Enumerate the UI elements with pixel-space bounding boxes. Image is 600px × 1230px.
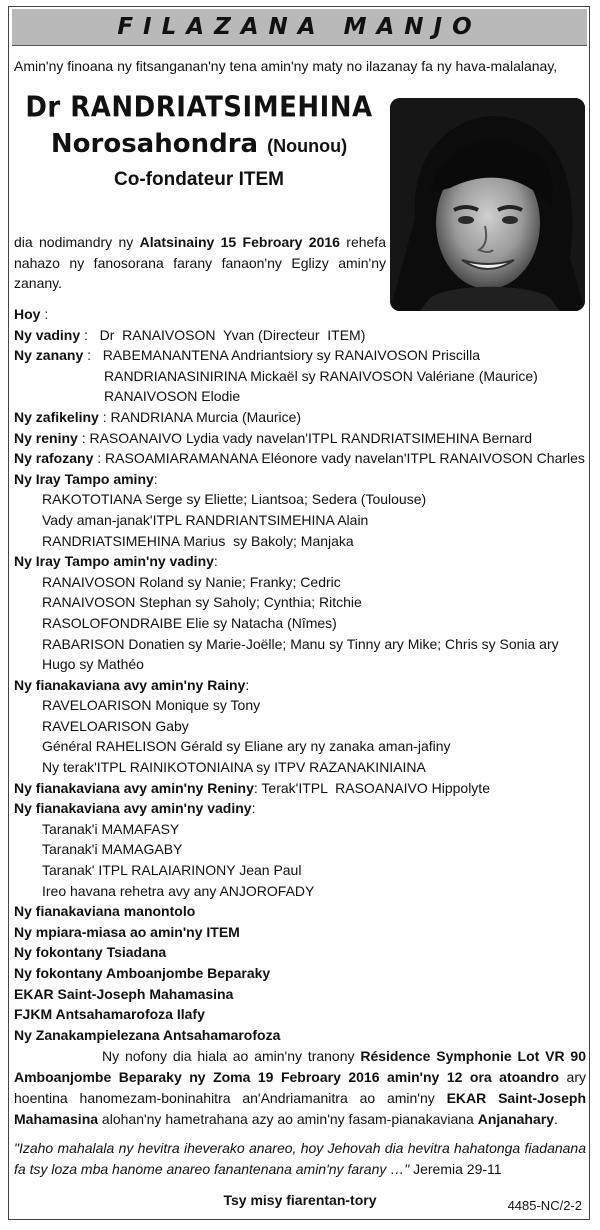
family-row xyxy=(14,757,586,778)
family-row xyxy=(14,592,586,613)
family-row xyxy=(14,366,586,387)
family-row-text: RAVELOARISON Gaby xyxy=(42,717,189,734)
banner-title: FILAZANA MANJO xyxy=(117,14,482,40)
family-row xyxy=(14,716,586,737)
family-row-text: : xyxy=(40,306,49,322)
family-row xyxy=(14,984,586,1005)
family-row xyxy=(14,736,586,757)
family-row-text: RANAIVOSON Roland sy Nanie; Franky; Cedric xyxy=(42,573,341,590)
family-row-text: Vady aman-janak'ITPL RANDRIANTSIMEHINA Alain xyxy=(42,511,369,528)
family-row-text: RAKOTOTIANA Serge sy Eliette; Liantsoa; Sedera (Toulouse) xyxy=(42,491,427,508)
family-row-text: RABARISON Donatien sy Marie-Joëlle; Manu sy Tinny ary Mike; Chris sy Sonia ary xyxy=(42,635,559,652)
family-row-text: Taranak'i MAMAGABY xyxy=(42,841,183,858)
family-row xyxy=(14,386,586,407)
family-row-text: : RASOAMIARAMANANA Eléonore vady navelan'ITPL RANAIVOSON Charles xyxy=(93,450,585,467)
death-text-post: rehefa nahazo ny fanosorana farany fanaon'ny Eglizy amin'ny zanany. xyxy=(14,234,386,291)
family-row-label: EKAR Saint-Joseph Mahamasina xyxy=(14,985,234,1002)
family-row xyxy=(14,778,586,799)
family-row-text: : xyxy=(213,553,218,570)
deceased-role: Co-fondateur ITEM xyxy=(114,169,284,190)
death-text-pre: dia nodimandry ny xyxy=(14,234,140,250)
family-row-label: Ny fokontany Amboanjombe Beparaky xyxy=(14,965,271,981)
family-row xyxy=(14,839,586,860)
family-row-text: RANDRIANASINIRINA Mickaël sy RANAIVOSON Valériane (Maurice) xyxy=(104,367,538,384)
bible-quote xyxy=(14,1138,586,1180)
family-row-text: : xyxy=(153,470,158,487)
funeral-church: EKAR Saint-Joseph Mahamasina xyxy=(14,1090,586,1127)
family-row xyxy=(14,963,586,984)
quote-text: "Izaho mahalala ny hevitra iheverako anareo, hoy Jehovah dia hevitra hahatonga fiadanana fa tsy loza mba hanome anareo fanantenana amin'ny farany …" xyxy=(14,1140,586,1177)
family-row-text: : xyxy=(251,800,256,817)
family-row xyxy=(14,407,586,428)
funeral-text-3: alohan'ny hametrahana azy ao amin'ny fasam-pianakaviana xyxy=(98,1111,478,1127)
family-row xyxy=(14,613,586,634)
deceased-name-line2 xyxy=(14,126,384,164)
family-row-label: Ny rafozany xyxy=(14,450,94,467)
family-row xyxy=(14,345,586,366)
family-row xyxy=(14,922,586,943)
family-row-label: Ny vadiny xyxy=(14,326,81,343)
family-row xyxy=(14,1004,586,1025)
family-row-text: RANAIVOSON Stephan sy Saholy; Cynthia; Ritchie xyxy=(42,594,362,611)
family-row-label: Ny fokontany Tsiadana xyxy=(14,944,167,961)
funeral-details xyxy=(14,1046,586,1130)
family-row xyxy=(14,675,586,696)
family-row-label: Ny reniny xyxy=(14,429,78,446)
portrait-photo xyxy=(390,98,585,311)
family-row xyxy=(14,304,586,325)
funeral-text-2: ary hoentina hanomezam-boninahitra an'Andriamanitra ao amin'ny xyxy=(14,1069,586,1106)
footer xyxy=(14,1190,586,1212)
footer-reference-code: 4485-NC/2-2 xyxy=(507,1198,582,1213)
death-announcement xyxy=(14,232,386,294)
family-row-label: Ny fianakaviana avy amin'ny Reniny xyxy=(14,779,254,796)
family-row-text: : xyxy=(245,676,250,693)
family-row-label: FJKM Antsahamarofoza Ilafy xyxy=(14,1006,205,1023)
funeral-text-1: Ny nofony dia hiala ao amin'ny tranony xyxy=(102,1048,361,1064)
family-row xyxy=(14,551,586,572)
footer-signature: Tsy misy fiarentan-tory xyxy=(223,1192,377,1208)
family-row-label: Ny mpiara-miasa ao amin'ny ITEM xyxy=(14,923,240,940)
family-row-text: RANAIVOSON Elodie xyxy=(104,388,241,405)
funeral-text-4: . xyxy=(554,1111,558,1127)
family-row xyxy=(14,819,586,840)
family-row-text: RANDRIATSIMEHINA Marius sy Bakoly; Manjaka xyxy=(42,532,354,549)
family-row-text: : RASOANAIVO Lydia vady navelan'ITPL RANDRIATSIMEHINA Bernard xyxy=(77,429,533,446)
death-date: Alatsinainy 15 Febroary 2016 xyxy=(139,234,340,250)
family-row xyxy=(14,428,586,449)
family-row-text: RASOLOFONDRAIBE Elie sy Natacha (Nîmes) xyxy=(42,614,337,631)
family-row-text: : Terak'ITPL RASOANAIVO Hippolyte xyxy=(253,779,490,796)
family-row-label: Ny Zanakampielezana Antsahamarofoza xyxy=(14,1026,281,1043)
family-row-label: Ny fianakaviana avy amin'ny Rainy xyxy=(14,676,246,693)
family-row-text: : Dr RANAIVOSON Yvan (Directeur ITEM) xyxy=(80,326,366,343)
funeral-place-time: Résidence Symphonie Lot VR 90 Amboanjombe Beparaky ny Zoma 19 Febroary 2016 amin'ny 12 ora atoandro xyxy=(14,1048,586,1085)
deceased-name-line1: Dr RANDRIATSIMEHINA xyxy=(25,91,373,125)
family-row xyxy=(14,901,586,922)
family-row-label: Ny fianakaviana manontolo xyxy=(14,903,196,920)
family-row-text: : RABEMANANTENA Andriantsiory sy RANAIVOSON Priscilla xyxy=(83,347,481,364)
family-row xyxy=(14,531,586,552)
deceased-name-block xyxy=(14,90,384,194)
family-row-text: Taranak' ITPL RALAIARINONY Jean Paul xyxy=(42,862,302,879)
family-list xyxy=(14,304,586,1045)
family-row xyxy=(14,469,586,490)
family-row xyxy=(14,798,586,819)
family-row-text: Taranak'i MAMAFASY xyxy=(42,820,180,837)
family-row xyxy=(14,1025,586,1046)
family-row xyxy=(14,634,586,655)
family-row xyxy=(14,489,586,510)
family-row xyxy=(14,510,586,531)
family-row-text: : RANDRIANA Murcia (Maurice) xyxy=(98,408,302,425)
family-row-label: Ny zanany xyxy=(14,347,84,364)
quote-reference: Jeremia 29-11 xyxy=(409,1161,502,1177)
family-row xyxy=(14,942,586,963)
portrait-image xyxy=(390,98,585,311)
family-row-text: Hugo sy Mathéo xyxy=(42,656,144,673)
family-row-label: Ny fianakaviana avy amin'ny vadiny xyxy=(14,800,252,817)
funeral-cemetery: Anjanahary xyxy=(477,1111,554,1127)
family-row-text: RAVELOARISON Monique sy Tony xyxy=(42,697,261,714)
family-row xyxy=(14,325,586,346)
family-row xyxy=(14,654,586,675)
intro-text: Amin'ny finoana ny fitsanganan'ny tena amin'ny maty no ilazanay fa ny hava-malalanay, xyxy=(14,58,558,74)
family-row-label: Hoy xyxy=(14,306,41,322)
family-row-text: Général RAHELISON Gérald sy Eliane ary ny zanaka aman-jafiny xyxy=(42,738,451,755)
family-row-text: Ny terak'ITPL RAINIKOTONIAINA sy ITPV RAZANAKINIAINA xyxy=(42,759,426,776)
family-row xyxy=(14,448,586,469)
deceased-nickname: (Nounou) xyxy=(267,136,348,156)
deceased-given-name: Norosahondra xyxy=(50,129,259,159)
family-row-text: Ireo havana rehetra avy any ANJOROFADY xyxy=(42,882,315,899)
family-row xyxy=(14,572,586,593)
family-row-label: Ny zafikeliny xyxy=(14,408,99,425)
family-row-label: Ny Iray Tampo aminy xyxy=(14,470,154,487)
family-row xyxy=(14,860,586,881)
family-row xyxy=(14,881,586,902)
header-banner xyxy=(12,9,587,46)
family-row xyxy=(14,695,586,716)
family-row-label: Ny Iray Tampo amin'ny vadiny xyxy=(14,553,214,570)
